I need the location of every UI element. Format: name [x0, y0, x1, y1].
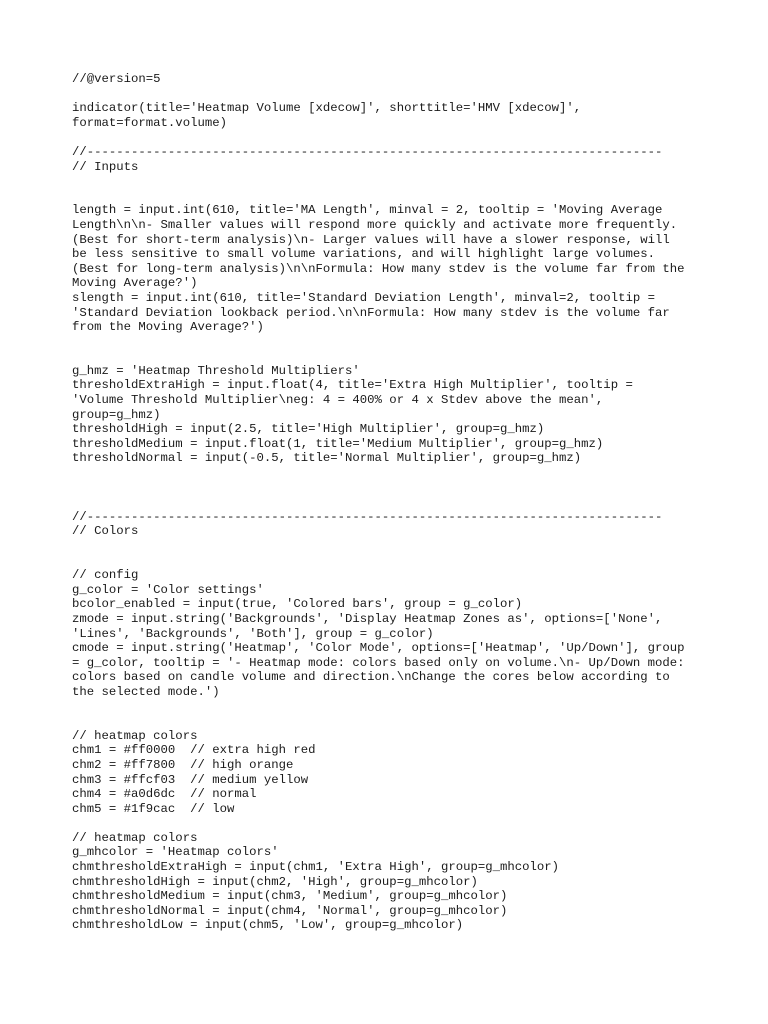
code-line: be less sensitive to small volume variations, and will highlight large volumes.	[72, 247, 655, 262]
code-line: group=g_hmz)	[72, 407, 161, 422]
code-line: thresholdMedium = input.float(1, title='Medium Multiplier', group=g_hmz)	[72, 436, 604, 451]
code-line	[72, 539, 732, 554]
code-line	[72, 189, 732, 204]
code-line: length = input.int(610, title='MA Length', minval = 2, tooltip = 'Moving Average	[72, 203, 663, 218]
code-line: cmode = input.string('Heatmap', 'Color Mode', options=['Heatmap', 'Up/Down'], group	[72, 641, 685, 656]
code-line: // config	[72, 568, 139, 583]
code-line: // Colors	[72, 524, 139, 539]
code-listing	[72, 72, 732, 933]
code-line: (Best for short-term analysis)\n- Larger values will have a slower response, will	[72, 232, 670, 247]
code-line: format=format.volume)	[72, 115, 227, 130]
code-line: from the Moving Average?')	[72, 320, 264, 335]
code-line: chmthresholdLow = input(chm5, 'Low', group=g_mhcolor)	[72, 918, 464, 933]
code-line: chmthresholdNormal = input(chm4, 'Normal', group=g_mhcolor)	[72, 903, 508, 918]
code-line	[72, 816, 732, 831]
code-line: // Inputs	[72, 159, 139, 174]
code-line	[72, 554, 732, 569]
code-line: 'Standard Deviation lookback period.\n\nFormula: How many stdev is the volume far	[72, 305, 670, 320]
code-line	[72, 130, 732, 145]
code-line: 'Volume Threshold Multiplier\neg: 4 = 400% or 4 x Stdev above the mean',	[72, 393, 604, 408]
code-line	[72, 335, 732, 350]
code-line	[72, 481, 732, 496]
code-line: g_hmz = 'Heatmap Threshold Multipliers'	[72, 363, 360, 378]
code-line	[72, 174, 732, 189]
code-line: the selected mode.')	[72, 684, 220, 699]
code-line: slength = input.int(610, title='Standard Deviation Length', minval=2, tooltip =	[72, 290, 655, 305]
code-line	[72, 466, 732, 481]
code-line: chm2 = #ff7800 // high orange	[72, 757, 294, 772]
code-line: g_mhcolor = 'Heatmap colors'	[72, 845, 279, 860]
code-line: chm3 = #ffcf03 // medium yellow	[72, 772, 309, 787]
code-line: chm1 = #ff0000 // extra high red	[72, 743, 316, 758]
code-line: thresholdHigh = input(2.5, title='High Multiplier', group=g_hmz)	[72, 422, 545, 437]
code-line: // heatmap colors	[72, 728, 198, 743]
code-line: // heatmap colors	[72, 830, 198, 845]
code-line: = g_color, tooltip = '- Heatmap mode: colors based only on volume.\n- Up/Down mode:	[72, 655, 685, 670]
code-line	[72, 87, 732, 102]
code-line: Length\n\n- Smaller values will respond more quickly and activate more frequently.	[72, 217, 678, 232]
code-line: //------------------------------------------------------------------------------	[72, 509, 663, 524]
code-line	[72, 349, 732, 364]
code-line: zmode = input.string('Backgrounds', 'Display Heatmap Zones as', options=['None',	[72, 611, 663, 626]
code-line: (Best for long-term analysis)\n\nFormula: How many stdev is the volume far from the	[72, 261, 685, 276]
code-line: bcolor_enabled = input(true, 'Colored bars', group = g_color)	[72, 597, 523, 612]
code-line: indicator(title='Heatmap Volume [xdecow]', shorttitle='HMV [xdecow]',	[72, 101, 582, 116]
code-line: colors based on candle volume and direction.\nChange the cores below according to	[72, 670, 670, 685]
code-line: thresholdNormal = input(-0.5, title='Normal Multiplier', group=g_hmz)	[72, 451, 582, 466]
code-line	[72, 495, 732, 510]
code-line: chmthresholdMedium = input(chm3, 'Medium', group=g_mhcolor)	[72, 889, 508, 904]
code-line: chmthresholdHigh = input(chm2, 'High', group=g_mhcolor)	[72, 874, 478, 889]
code-line: chmthresholdExtraHigh = input(chm1, 'Extra High', group=g_mhcolor)	[72, 860, 560, 875]
code-line	[72, 714, 732, 729]
code-line: chm4 = #a0d6dc // normal	[72, 787, 257, 802]
code-line: 'Lines', 'Backgrounds', 'Both'], group = g_color)	[72, 626, 434, 641]
code-line: Moving Average?')	[72, 276, 198, 291]
code-line: //------------------------------------------------------------------------------	[72, 144, 663, 159]
code-line	[72, 700, 732, 715]
code-line: //@version=5	[72, 72, 161, 86]
code-line: chm5 = #1f9cac // low	[72, 801, 235, 816]
code-line: thresholdExtraHigh = input.float(4, title='Extra High Multiplier', tooltip =	[72, 378, 633, 393]
code-line: g_color = 'Color settings'	[72, 582, 264, 597]
